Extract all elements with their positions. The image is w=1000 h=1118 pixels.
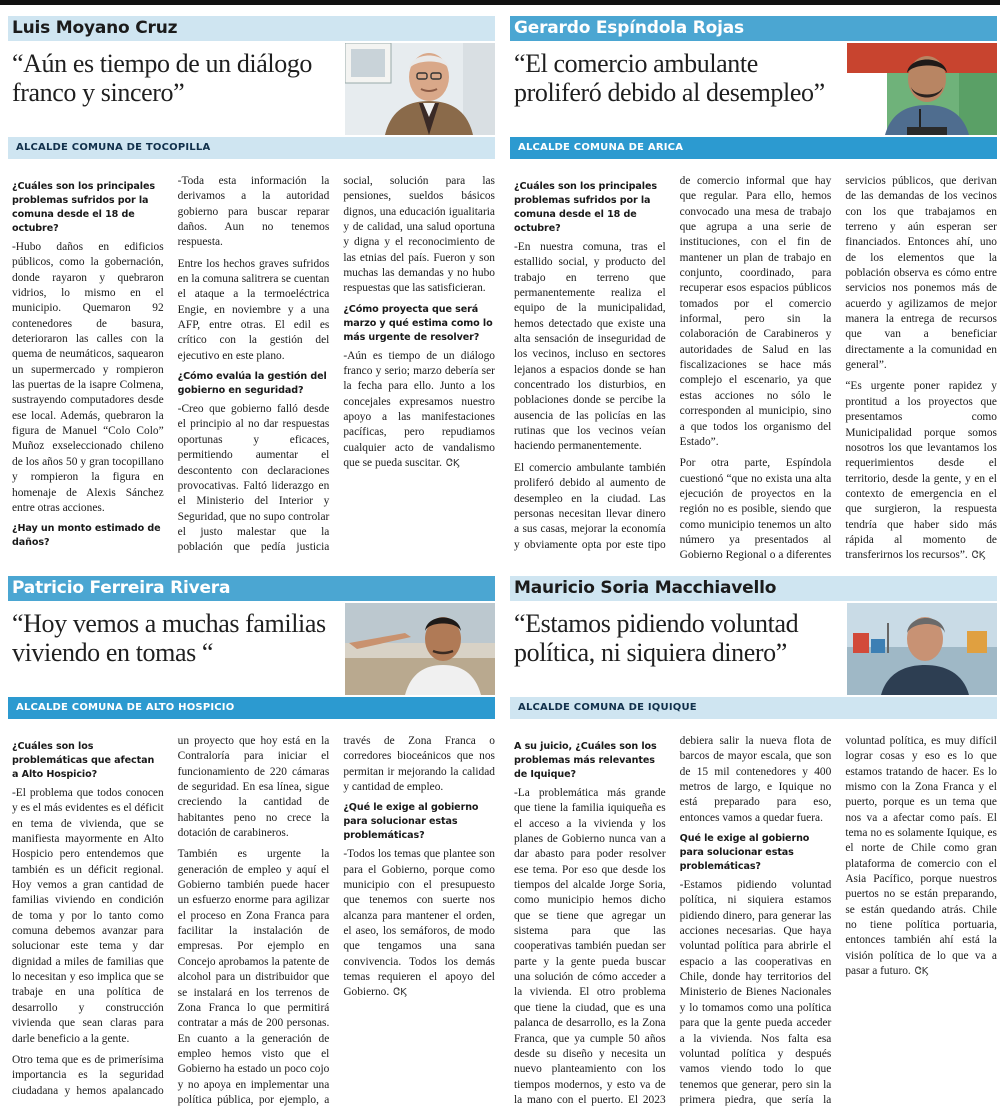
mayor-portrait-photo [847,43,997,135]
interview-question [12,522,164,550]
body-paragraph [12,786,164,1047]
mayor-name: Luis Moyano Cruz [8,16,495,41]
paragraph-text: “Es urgente poner rapidez y prontitud a los proyectos que presentamos como Municipalidad porque somos nosotros los que levantamos los requerimientos desde el territorio, desde la gente, y en el contexto de emergencia en el que surgieron, la respuesta tendría que haber sido más rápida al momento de transferirnos los recursos”. [845,380,997,562]
paragraph-text: Por otra parte, Espíndola cuestionó “que no exista una alta ejecución de proyectos en la región no es posible, siendo que como municipio tenemos un alto número ya presentados al Gobierno Regional o a diferentes servicios públicos, que derivan de las demandas de los vecinos con los que trabajamos en terreno y aún esperan ser financiados. Entonces ahí, uno de los elementos que la población observa es cómo entre servicios nos ponemos más de acuerdo y agilizamos de mejor manera la entrega de recursos que van a beneficiar directamente a la comunidad en general”. [679,175,997,562]
body-paragraph [514,240,666,455]
mayor-portrait-photo [345,43,495,135]
question-text: ¿Cuáles son los principales problemas sufridos por la comuna desde el 18 de octubre? [514,181,657,234]
paragraph-text: -El problema que todos conocen y es el más evidentes es el déficit en tema de vivienda, que se manifiesta mayormente en Alto Hospicio pero entendemos que también es un déficit regional. Hoy vemos a gran cantidad de familias viviendo en condición de toma y por lo tanto como comuna debemos avanzar para solucionar este tema y dar dignidad a miles de familias que lo necesitan y eso implica que se trabaje en una política de desarrollo y construcción vivienda que sean claras para darle beneficio a la gente. [12,787,164,1045]
body-paragraph [178,257,330,364]
mayor-role: ALCALDE COMUNA DE ARICA [510,137,997,159]
top-rule [0,0,1000,5]
headline-row [510,601,997,697]
interview-question [12,180,164,236]
paragraph-text: El comercio ambulante también proliferó debido al aumento de desempleo en la ciudad. Las personas necesitan llevar dinero a sus casas, mejorar la economía y obviamente opta por este tipo de comercio informal que hay que regular. Para ello, hemos convocado una mesa de trabajo que agrupa a una serie de instituciones, con el fin de mantener un plan de trabajo en conjunto, coordinado, para recuperar esos espacios públicos tomados por el comercio informal, pero sin la colaboración de Carabineros y autoridades de Salud en las fiscalizaciones se hace más complejo el escenario, ya que estas acciones no sólo le corresponden al municipio, sino a que todos los organismo del Estado”. [514,175,832,551]
headline-quote: “Aún es tiempo de un diálogo franco y sincero” [12,49,313,107]
mayor-role: ALCALDE COMUNA DE ALTO HOSPICIO [8,697,495,719]
headline-row [8,601,495,697]
headline-quote: “El comercio ambulante proliferó debido al desempleo” [514,49,825,107]
interview-question [178,370,330,398]
article-arica [510,16,997,566]
body-paragraph [178,174,330,251]
paragraph-text: Entre los hechos graves sufridos en la comuna salitrera se cuentan el ataque a la termoeléctrica Engie, en noviembre y a una AFP, entre otras. El edil es crítico con la gestión del ejecutivo en este plano. [177,257,330,362]
end-of-article-mark: ᏣϏ [446,458,460,470]
body-paragraph [845,379,997,563]
article-body [514,734,997,1112]
article-iquique [510,576,997,1112]
question-text: ¿Qué le exige al gobierno para solucionar estas problemáticas? [343,802,479,842]
body-paragraph [343,847,495,1000]
paragraph-text: -Creo que gobierno falló desde el principio al no dar respuestas oportunas y eficaces, permitiendo aumentar el descontento con declaraciones provocativas. Faltó liderazgo en el Ministerio del Interior y Seguridad, que no supo controlar el justo malestar que la población que pedía justicia social, solución para las pensiones, sueldos básicos dignos, una educación igualitaria y de calidad, una salud oportuna y digna y el reconocimiento de las etnias del país. Fueron y son muchas las demandas y no hubo respuestas que las satisficieran. [177,175,495,554]
paragraph-text: -La problemática más grande que tiene la familia iquiqueña es el acceso a la vivienda y los planes de Gobierno nunca van a dar abasto para poder resolver ese tema. Por eso que desde los tiempos del alcalde Jorge Soria, como municipio hemos dicho que se tiene que agregar un sistema para que las cooperativas también puedan ser parte y la gente pueda buscar una solución de cómo acceder a la vivienda. El otro problema que tiene la ciudad, que es una palanca de desarrollo, es la Zona Franca, que ya cumple 50 años desde su diseño y necesita un nuevo planteamiento con los tiempos modernos, y esto va de la mano con el puerto. El 2023 debiera salir la nueva flota de barcos de mayor escala, que son de 15 mil contenedores y 400 metros de largo, e Iquique no está preparado para eso, entonces vamos a quedar fuera. [514,735,832,1106]
end-of-article-mark: ᏣϏ [971,550,986,562]
mayor-portrait-photo [345,603,495,695]
end-of-article-mark: ᏣϏ [393,987,407,999]
article-tocopilla [8,16,495,566]
mayor-name: Patricio Ferreira Rivera [8,576,495,601]
mayor-role: ALCALDE COMUNA DE TOCOPILLA [8,137,495,159]
paragraph-text: -Aún es tiempo de un diálogo franco y serio; marzo debería ser la fecha para ello. Junto a los concejales expresamos nuestro apoyo a las manifestaciones pacíficas, pero repudiamos cualquier acto de vandalismo que se pueda suscitar. [343,349,495,470]
body-paragraph [12,240,164,516]
interview-question [12,740,164,782]
interview-question [514,180,666,236]
question-text: ¿Cómo proyecta que será marzo y qué estima como lo más urgente de resolver? [343,303,493,343]
body-paragraph [343,349,495,472]
end-of-article-mark: ᏣϏ [914,966,929,978]
headline-quote: “Hoy vemos a muchas familias viviendo en tomas “ [12,609,326,667]
mayor-role: ALCALDE COMUNA DE IQUIQUE [510,697,997,719]
headline-row [510,41,997,137]
question-text: ¿Cuáles son los principales problemas sufridos por la comuna desde el 18 de octubre? [12,181,155,234]
mayor-name: Mauricio Soria Macchiavello [510,576,997,601]
mayor-portrait-photo [847,603,997,695]
paragraph-text: También es urgente la generación de empleo y aquí el Gobierno también puede hacer un esfuerzo enorme para agilizar el proceso en Zona Franca para facilitar la instalación de empresas. Por ejemplo en Concejo aprobamos la patente de alcohol para un distribuidor que se instalará en los terrenos de Zona Franca lo que permitirá contratar a más de 200 personas. En cuanto a la generación de empleo hemos visto que el Gobierno ha estado un poco cojo y no apoya en implementar una política pública, por ejemplo, a través de Zona Franca o corredores bioceánicos que nos permitan ir mejorando la calidad y cantidad de empleo. [177,735,495,1106]
interview-question [343,801,495,843]
interview-question [343,303,495,345]
paragraph-text: -Todos los temas que plantee son para el Gobierno, porque como municipio con el presupuesto que tenemos con suerte nos alcanza para mantener el orden, el aseo, los semáforos, de modo que tengamos una sana convivencia. Todos los demás temas requieren el apoyo del Gobierno. [343,848,495,999]
paragraph-text: -Estamos pidiendo voluntad política, ni siquiera estamos pidiendo dinero, para generar las acciones necesarias. Que haya voluntad política para abrirle el espacio a las cooperativas en Chile, donde hay territorios del Ministerio de Bienes Nacionales y lo tomamos como una política para que la gente pueda acceder a la vivienda. Nos falta esa voluntad política y después vamos viendo todo lo que tenemos que generar, pero sin la primera piedra, que sería la voluntad política, es muy difícil lograr cosas y eso es lo que estamos tratando de hacer. Es lo mismo con la Zona Franca y el puerto, porque es un tema que nos va a afectar como país. El tema no es solamente Iquique, es el norte de Chile como gran plataforma de comercio con el Asia Pacífico, porque nuestros puertos no se están preparando, se están quedando atrás. Chile no tiene política portuaria, entonces también ahí está la visión política de lo que va a pasar a futuro. [679,735,997,1106]
paragraph-text: -Toda esta información la derivamos a la autoridad gobierno para buscar reparar daños. Aun no tenemos respuesta. [177,175,330,249]
question-text: Qué le exige al gobierno para solucionar estas problemáticas? [679,833,810,873]
article-body [12,174,495,566]
headline-row [8,41,495,137]
paragraph-text: -Hubo daños en edificios públicos, como la gobernación, donde rayaron y quebraron vidrios, lo mismo en el municipio. Quemaron 92 contenedores de basura, deterioraron las calles con la quema de neumáticos, saquearon un supermercado y rompieron las puertas de la isapre Colmena, sustrayendo computadores desde ese local. Además, quebraron la figura de Manuel “Colo Colo” Muñoz exseleccionado chileno de los años 50 y gran tocopillano y rompieron la figura en homenaje de Alexis Sánchez entre otras acciones. [12,241,164,514]
question-text: ¿Cómo evalúa la gestión del gobierno en seguridad? [177,371,327,397]
question-text: ¿Cuáles son los problemáticas que afectan a Alto Hospicio? [12,741,155,780]
mayor-name: Gerardo Espíndola Rojas [510,16,997,41]
paragraph-text: -En nuestra comuna, tras el estallido social, y producto del trabajo en terreno que permanentemente realiza el equipo de la municipalidad, hemos detectado que existe una alta sensación de inseguridad de los vecinos, incluso en sectores lejanos a espacios donde se han concentrado los disturbios, en poblaciones donde se percibe la ausencia de las policías en las rutinas que los vecinos veían haciendo permanentemente. [514,241,666,453]
interview-question [514,740,666,782]
article-body [514,174,997,566]
question-text: ¿Hay un monto estimado de daños? [12,523,161,549]
article-body [12,734,495,1112]
article-alto-hospicio [8,576,495,1112]
question-text: A su juicio, ¿Cuáles son los problemas más relevantes de Iquique? [514,741,657,780]
paragraph-text: Otro tema que es de primerísima importancia es la seguridad ciudadana y hemos apalancado un proyecto que hoy está en la Contraloría para iniciar el funcionamiento de 220 cámaras de seguridad. En esa línea, sigue creciendo la cantidad de habitantes peno no crece la dotación de carabineros. [12,735,330,1097]
interview-question [680,832,832,874]
headline-quote: “Estamos pidiendo voluntad política, ni siquiera dinero” [514,609,799,667]
